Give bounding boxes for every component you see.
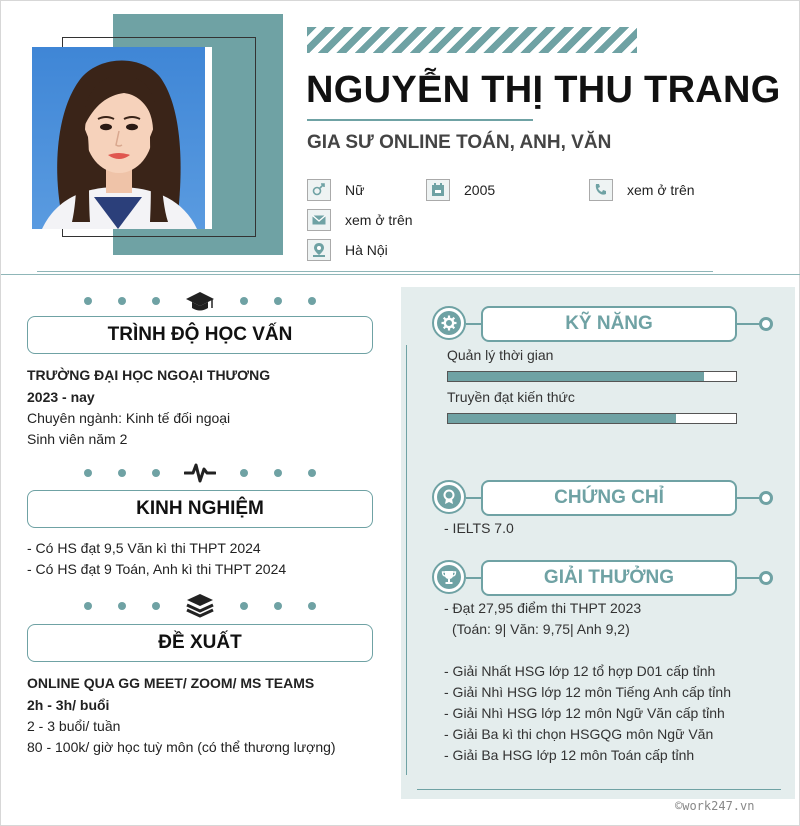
awards-badge: [432, 560, 466, 594]
header-divider-inner: [37, 271, 713, 272]
skills-badge: [432, 306, 466, 340]
award-item: - Giải Ba kì thi chọn HSGQG môn Ngữ Văn: [444, 726, 714, 742]
skill-bar-fill: [448, 414, 676, 423]
gender-icon: [307, 179, 331, 201]
award-item: - Giải Ba HSG lớp 12 môn Toán cấp tỉnh: [444, 747, 695, 763]
education-major: Chuyên ngành: Kinh tế đối ngoại: [27, 410, 231, 426]
education-heading: TRÌNH ĐỘ HỌC VẤN: [27, 316, 373, 354]
skills-tail: [737, 323, 761, 325]
skill-label: Truyền đạt kiến thức: [447, 389, 575, 405]
trophy-icon: [437, 565, 461, 589]
education-year: Sinh viên năm 2: [27, 431, 128, 447]
award-exam-breakdown: (Toán: 9| Văn: 9,75| Anh 9,2): [452, 621, 630, 637]
award-exam-score: - Đạt 27,95 điểm thi THPT 2023: [444, 600, 642, 616]
location-icon: [307, 239, 331, 261]
info-location: [307, 239, 388, 261]
award-item: - Giải Nhì HSG lớp 12 môn Tiếng Anh cấp tỉnh: [444, 684, 731, 700]
right-panel-bottom-line: [417, 789, 781, 790]
right-panel-line: [406, 345, 407, 775]
certificates-tail: [737, 497, 761, 499]
awards-connector: [466, 577, 482, 579]
location-value: Hà Nội: [345, 242, 388, 258]
proposal-price: 80 - 100k/ giờ học tuỳ môn (có thể thương lượng): [27, 739, 336, 755]
proposal-dots: [27, 592, 373, 620]
watermark: ©work247.vn: [675, 799, 755, 813]
job-title: GIA SƯ ONLINE TOÁN, ANH, VĂN: [307, 132, 612, 153]
skills-connector: [466, 323, 482, 325]
proposal-frequency: 2 - 3 buổi/ tuần: [27, 718, 121, 734]
phone-icon: [589, 179, 613, 201]
experience-item: - Có HS đạt 9,5 Văn kì thi THPT 2024: [27, 540, 261, 556]
education-school: TRƯỜNG ĐẠI HỌC NGOẠI THƯƠNG: [27, 367, 271, 383]
pulse-icon: [183, 459, 217, 487]
certificates-heading: CHỨNG CHỈ: [481, 480, 737, 516]
proposal-platform: ONLINE QUA GG MEET/ ZOOM/ MS TEAMS: [27, 675, 315, 691]
award-item: - Giải Nhất HSG lớp 12 tổ hợp D01 cấp tỉnh: [444, 663, 716, 679]
proposal-heading: ĐỀ XUẤT: [27, 624, 373, 662]
awards-tail: [737, 577, 761, 579]
medal-icon: [437, 485, 461, 509]
email-value: xem ở trên: [345, 212, 413, 228]
education-dots: [27, 287, 373, 315]
profile-photo: [32, 47, 212, 229]
layers-icon: [183, 592, 217, 620]
skill-label: Quản lý thời gian: [447, 347, 554, 363]
phone-value: xem ở trên: [627, 182, 695, 198]
skill-bar: [447, 413, 737, 424]
certificates-end-dot: [759, 491, 773, 505]
skills-end-dot: [759, 317, 773, 331]
skills-heading: KỸ NĂNG: [481, 306, 737, 342]
graduation-cap-icon: [183, 287, 217, 315]
name-underline: [307, 119, 533, 121]
experience-dots: [27, 459, 373, 487]
info-gender: [307, 179, 364, 201]
proposal-duration: 2h - 3h/ buổi: [27, 697, 110, 713]
awards-heading: GIẢI THƯỞNG: [481, 560, 737, 596]
email-icon: [307, 209, 331, 231]
skill-bar: [447, 371, 737, 382]
education-period: 2023 - nay: [27, 389, 95, 405]
award-item: - Giải Nhì HSG lớp 12 môn Ngữ Văn cấp tỉnh: [444, 705, 725, 721]
info-phone: [589, 179, 695, 201]
certificate-item: - IELTS 7.0: [444, 520, 514, 536]
certificates-connector: [466, 497, 482, 499]
awards-end-dot: [759, 571, 773, 585]
info-birth-year: [426, 179, 495, 201]
header-divider: [1, 274, 800, 275]
decorative-stripe: [307, 27, 637, 53]
certificates-badge: [432, 480, 466, 514]
info-email: [307, 209, 413, 231]
calendar-icon: [426, 179, 450, 201]
candidate-name: NGUYỄN THỊ THU TRANG: [306, 69, 781, 111]
experience-item: - Có HS đạt 9 Toán, Anh kì thi THPT 2024: [27, 561, 287, 577]
gear-icon: [437, 311, 461, 335]
experience-heading: KINH NGHIỆM: [27, 490, 373, 528]
gender-value: Nữ: [345, 182, 365, 198]
birth-year-value: 2005: [464, 182, 496, 198]
skill-bar-fill: [448, 372, 704, 381]
